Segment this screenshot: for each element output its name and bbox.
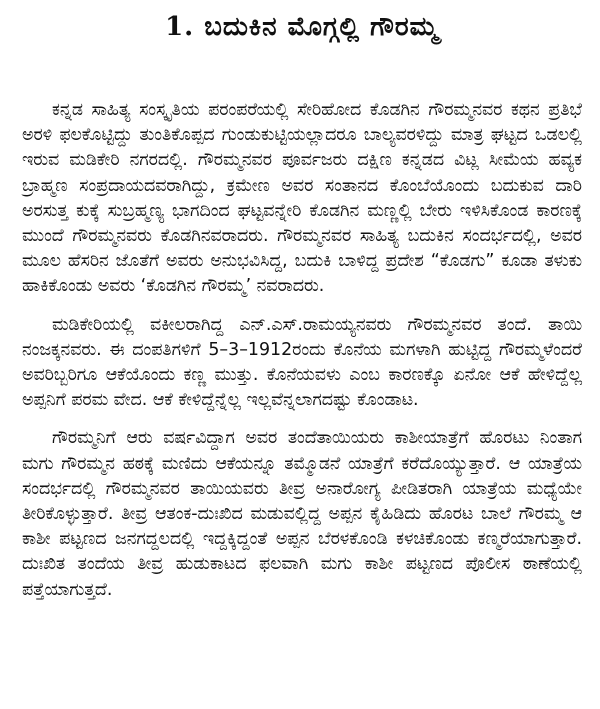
body-text	[22, 98, 582, 603]
chapter-title: 1. ಬದುಕಿನ ಮೊಗ್ಗಲ್ಲಿ ಗೌರಮ್ಮ	[165, 12, 439, 42]
paragraph: ಮಡಿಕೇರಿಯಲ್ಲಿ ವಕೀಲರಾಗಿದ್ದ ಎನ್.ಎಸ್.ರಾಮಯ್ಯನವರು ಗೌರಮ್ಮನವರ ತಂದೆ. ತಾಯಿ ನಂಜಕ್ಕನವರು. ಈ ದಂಪತಿಗಳಿಗೆ 5–3–1912ರಂದು ಕೊನೆಯ ಮಗಳಾಗಿ ಹುಟ್ಟಿದ್ದ ಗೌರಮ್ಮಳೆಂದರೆ ಅವರಿಬ್ಬರಿಗೂ ಆಕೆಯೊಂದು ಕಣ್ಣ ಮುತ್ತು. ಕೊನೆಯವಳು ಎಂಬ ಕಾರಣಕ್ಕೊ ಏನೋ ಆಕೆ ಹೇಳಿದ್ದೆಲ್ಲ ಅಪ್ಪನಿಗೆ ಪರಮ ವೇದ. ಆಕೆ ಕೇಳಿದ್ದೆನ್ನೆಲ್ಲ ಇಲ್ಲವೆನ್ನಲಾಗದಷ್ಟು ಕೊಂಡಾಟ.	[22, 314, 582, 411]
paragraph: ಗೌರಮ್ಮನಿಗೆ ಆರು ವರ್ಷವಿದ್ದಾಗ ಅವರ ತಂದೆತಾಯಿಯರು ಕಾಶೀಯಾತ್ರೆಗೆ ಹೊರಟು ನಿಂತಾಗ ಮಗು ಗೌರಮ್ಮನ ಹಠಕ್ಕೆ ಮಣಿದು ಆಕೆಯನ್ನೂ ತಮ್ಮೊಡನೆ ಯಾತ್ರೆಗೆ ಕರೆದೊಯ್ಯುತ್ತಾರೆ. ಆ ಯಾತ್ರೆಯ ಸಂದರ್ಭದಲ್ಲಿ ಗೌರಮ್ಮನವರ ತಾಯಿಯವರು ತೀವ್ರ ಅನಾರೋಗ್ಯ ಪೀಡಿತರಾಗಿ ಯಾತ್ರೆಯ ಮಧ್ಯೆಯೇ ತೀರಿಕೊಳ್ಳುತ್ತಾರೆ. ತೀವ್ರ ಆತಂಕ-ದುಃಖಿದ ಮಡುವಲ್ಲಿದ್ದ ಅಪ್ಪನ ಕೈಹಿಡಿದು ಹೊರಟ ಬಾಲೆ ಗೌರಮ್ಮ ಆ ಕಾಶೀ ಪಟ್ಟಣದ ಜನಗದ್ದಲದಲ್ಲಿ ಇದ್ದಕ್ಕಿದ್ದಂತೆ ಅಪ್ಪನ ಬೆರಳಕೊಂಡಿ ಕಳಚಿಕೊಂಡು ಕಣ್ಮರೆಯಾಗುತ್ತಾರೆ. ದುಃಖಿತ ತಂದೆಯ ತೀವ್ರ ಹುಡುಕಾಟದ ಫಲವಾಗಿ ಮಗು ಕಾಶೀ ಪಟ್ಟಣದ ಪೊಲೀಸ ಠಾಣೆಯಲ್ಲಿ ಪತ್ತೆಯಾಗುತ್ತದೆ.	[22, 428, 582, 600]
paragraph: ಕನ್ನಡ ಸಾಹಿತ್ಯ ಸಂಸ್ಕೃತಿಯ ಪರಂಪರೆಯಲ್ಲಿ ಸೇರಿಹೋದ ಕೊಡಗಿನ ಗೌರಮ್ಮನವರ ಕಥನ ಪ್ರತಿಭೆ ಅರಳಿ ಫಲಕೊಟ್ಟಿದ್ದು ತುಂತಿಕೊಪ್ಪದ ಗುಂಡುಕುಟ್ಟಿಯಲ್ಲಾದರೂ ಬಾಲ್ಯವರಳಿದ್ದು ಮಾತ್ರ ಘಟ್ಟದ ಒಡಲಲ್ಲಿ ಇರುವ ಮಡಿಕೇರಿ ನಗರದಲ್ಲಿ. ಗೌರಮ್ಮನವರ ಪೂರ್ವಜರು ದಕ್ಷಿಣ ಕನ್ನಡದ ವಿಟ್ಲ ಸೀಮೆಯ ಹವ್ಯಕ ಬ್ರಾಹ್ಮಣ ಸಂಪ್ರದಾಯದವರಾಗಿದ್ದು, ಕ್ರಮೇಣ ಅವರ ಸಂತಾನದ ಕೊಂಬೆಯೊಂದು ಬದುಕುವ ದಾರಿ ಅರಸುತ್ತ ಕುಕ್ಕೆ ಸುಬ್ರಹ್ಮಣ್ಯ ಭಾಗದಿಂದ ಘಟ್ಟವನ್ನೇರಿ ಕೊಡಗಿನ ಮಣ್ಣಲ್ಲಿ ಬೇರು ಇಳಿಸಿಕೊಂಡ ಕಾರಣಕ್ಕೆ ಮುಂದೆ ಗೌರಮ್ಮನವರು ಕೊಡಗಿನವರಾದರು. ಗೌರಮ್ಮನವರ ಸಾಹಿತ್ಯ ಬದುಕಿನ ಸಂದರ್ಭದಲ್ಲಿ, ಅವರ ಮೂಲ ಹೆಸರಿನ ಜೊತೆಗೆ ಅವರು ಅನುಭವಿಸಿದ್ದ, ಬದುಕಿ ಬಾಳಿದ್ದ ಪ್ರದೇಶ “ಕೊಡಗು” ಕೂಡಾ ತಳುಕು ಹಾಕಿಕೊಂಡು ಅವರು ‘ಕೊಡಗಿನ ಗೌರಮ್ಮ’ ನವರಾದರು.	[22, 100, 582, 297]
